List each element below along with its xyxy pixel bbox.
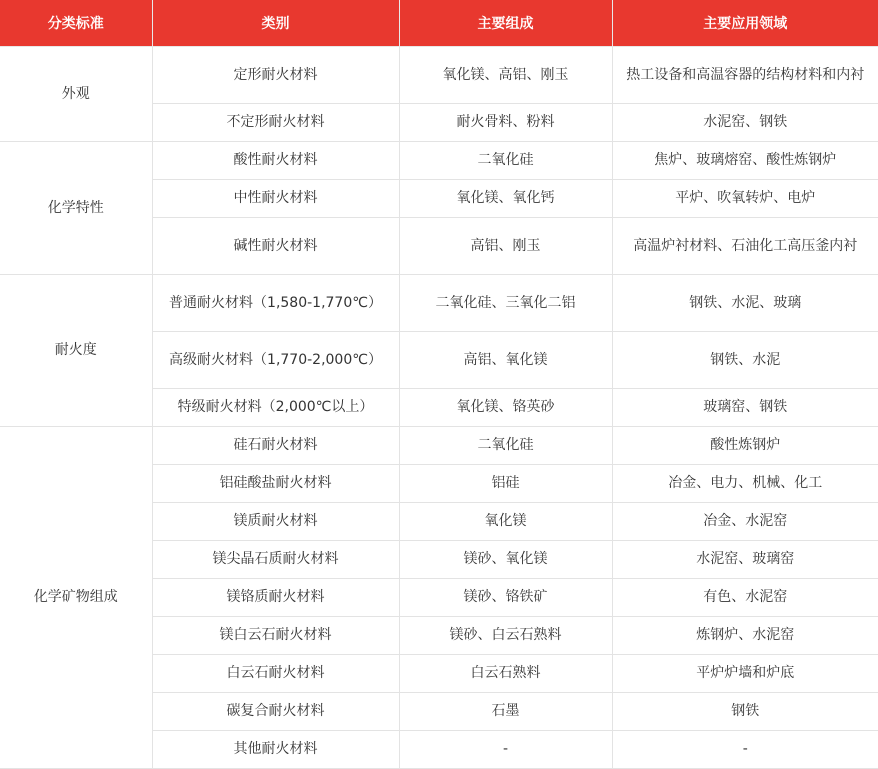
type-cell: 白云石耐火材料 (152, 655, 399, 693)
type-cell: 镁白云石耐火材料 (152, 617, 399, 655)
header-category: 类别 (152, 0, 399, 47)
group-cell-appearance: 外观 (0, 47, 152, 142)
application-cell: 水泥窑、玻璃窑 (612, 541, 878, 579)
type-cell: 镁质耐火材料 (152, 503, 399, 541)
application-cell: 炼钢炉、水泥窑 (612, 617, 878, 655)
application-cell: 热工设备和高温容器的结构材料和内衬 (612, 47, 878, 104)
type-cell: 碱性耐火材料 (152, 218, 399, 275)
header-main-application: 主要应用领域 (612, 0, 878, 47)
composition-cell: 氧化镁 (399, 503, 612, 541)
header-main-composition: 主要组成 (399, 0, 612, 47)
table-row (0, 275, 878, 332)
type-cell: 镁铬质耐火材料 (152, 579, 399, 617)
type-cell: 特级耐火材料（2,000℃以上） (152, 389, 399, 427)
application-cell: 高温炉衬材料、石油化工高压釜内衬 (612, 218, 878, 275)
application-cell: 有色、水泥窑 (612, 579, 878, 617)
table-row (0, 142, 878, 180)
type-cell: 酸性耐火材料 (152, 142, 399, 180)
group-cell-refractoriness: 耐火度 (0, 275, 152, 427)
table-row (0, 427, 878, 465)
type-cell: 碳复合耐火材料 (152, 693, 399, 731)
composition-cell: 二氧化硅、三氧化二铝 (399, 275, 612, 332)
application-cell: 玻璃窑、钢铁 (612, 389, 878, 427)
group-cell-chemical-property: 化学特性 (0, 142, 152, 275)
type-cell: 硅石耐火材料 (152, 427, 399, 465)
composition-cell: 高铝、刚玉 (399, 218, 612, 275)
group-cell-chemical-mineral-composition: 化学矿物组成 (0, 427, 152, 769)
table-row (0, 47, 878, 104)
type-cell: 铝硅酸盐耐火材料 (152, 465, 399, 503)
application-cell: 钢铁 (612, 693, 878, 731)
type-cell: 普通耐火材料（1,580-1,770℃） (152, 275, 399, 332)
application-cell: 冶金、电力、机械、化工 (612, 465, 878, 503)
composition-cell: - (399, 731, 612, 769)
composition-cell: 镁砂、氧化镁 (399, 541, 612, 579)
application-cell: 平炉、吹氧转炉、电炉 (612, 180, 878, 218)
application-cell: 酸性炼钢炉 (612, 427, 878, 465)
type-cell: 中性耐火材料 (152, 180, 399, 218)
composition-cell: 白云石熟料 (399, 655, 612, 693)
application-cell: 水泥窑、钢铁 (612, 104, 878, 142)
type-cell: 不定形耐火材料 (152, 104, 399, 142)
composition-cell: 耐火骨料、粉料 (399, 104, 612, 142)
type-cell: 镁尖晶石质耐火材料 (152, 541, 399, 579)
composition-cell: 氧化镁、铬英砂 (399, 389, 612, 427)
composition-cell: 氧化镁、高铝、刚玉 (399, 47, 612, 104)
application-cell: 冶金、水泥窑 (612, 503, 878, 541)
table-header-row (0, 0, 878, 47)
application-cell: 焦炉、玻璃熔窑、酸性炼钢炉 (612, 142, 878, 180)
application-cell: 平炉炉墙和炉底 (612, 655, 878, 693)
composition-cell: 二氧化硅 (399, 142, 612, 180)
header-classification-standard: 分类标准 (0, 0, 152, 47)
composition-cell: 镁砂、铬铁矿 (399, 579, 612, 617)
composition-cell: 镁砂、白云石熟料 (399, 617, 612, 655)
composition-cell: 氧化镁、氧化钙 (399, 180, 612, 218)
composition-cell: 高铝、氧化镁 (399, 332, 612, 389)
type-cell: 其他耐火材料 (152, 731, 399, 769)
composition-cell: 石墨 (399, 693, 612, 731)
type-cell: 高级耐火材料（1,770-2,000℃） (152, 332, 399, 389)
application-cell: - (612, 731, 878, 769)
application-cell: 钢铁、水泥 (612, 332, 878, 389)
application-cell: 钢铁、水泥、玻璃 (612, 275, 878, 332)
composition-cell: 二氧化硅 (399, 427, 612, 465)
composition-cell: 铝硅 (399, 465, 612, 503)
type-cell: 定形耐火材料 (152, 47, 399, 104)
